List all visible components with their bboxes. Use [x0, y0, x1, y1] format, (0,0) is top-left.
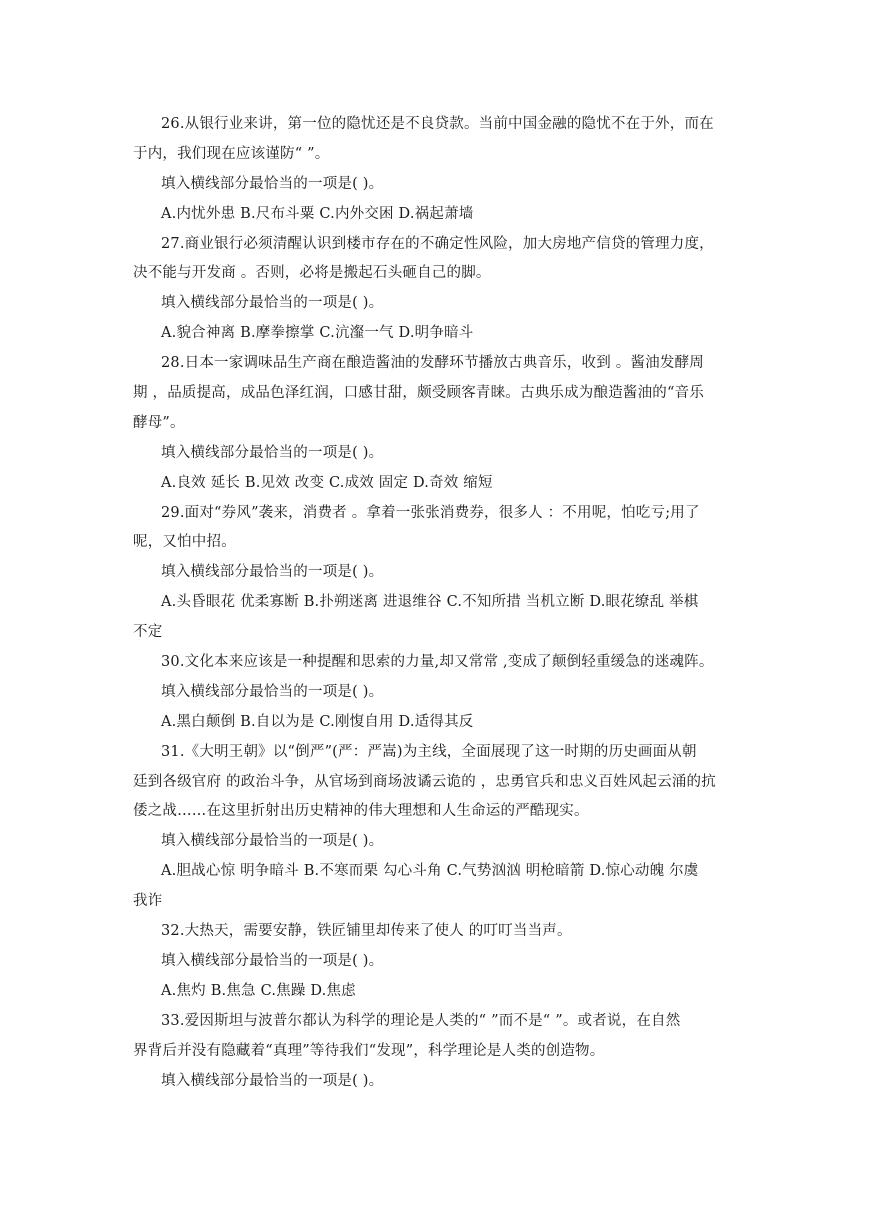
text-line: 呢，又怕中招。 — [133, 534, 236, 551]
text-line: 31.《大明王朝》以“倒严”(严：严嵩)为主线，全面展现了这一时期的历史画面从朝 — [161, 743, 697, 760]
question-text-block — [133, 110, 738, 1096]
text-line: 填入横线部分最恰当的一项是( )。 — [161, 683, 384, 700]
text-line: A.焦灼 B.焦急 C.焦躁 D.焦虑 — [161, 982, 356, 999]
text-line: 决不能与开发商 。否则，必将是搬起石头砸自己的脚。 — [133, 265, 491, 282]
text-line: 填入横线部分最恰当的一项是( )。 — [161, 295, 384, 312]
text-line: A.内忧外患 B.尺布斗粟 C.内外交困 D.祸起萧墙 — [161, 205, 474, 222]
text-line: 填入横线部分最恰当的一项是( )。 — [161, 175, 384, 192]
text-line: 酵母”。 — [133, 414, 185, 431]
text-line: 填入横线部分最恰当的一项是( )。 — [161, 564, 384, 581]
text-line: A.良效 延长 B.见效 改变 C.成效 固定 D.奇效 缩短 — [161, 474, 493, 491]
text-line: 填入横线部分最恰当的一项是( )。 — [161, 833, 384, 850]
text-line: 于内，我们现在应该谨防“ ”。 — [133, 145, 330, 162]
text-line: 倭之战……在这里折射出历史精神的伟大理想和人生命运的严酷现实。 — [133, 803, 589, 820]
text-line: 填入横线部分最恰当的一项是( )。 — [161, 952, 384, 969]
text-line: A.头昏眼花 优柔寡断 B.扑朔迷离 进退维谷 C.不知所措 当机立断 D.眼花缭乱 举棋 — [161, 594, 699, 611]
text-line: A.黑白颠倒 B.自以为是 C.刚愎自用 D.适得其反 — [161, 713, 474, 730]
text-line: 界背后并没有隐藏着“真理”等待我们“发现”，科学理论是人类的创造物。 — [133, 1042, 605, 1059]
text-line: 填入横线部分最恰当的一项是( )。 — [161, 444, 384, 461]
text-line: 30.文化本来应该是一种提醒和思索的力量,却又常常 ,变成了颠倒轻重缓急的迷魂阵。 — [161, 654, 714, 671]
text-line: 29.面对“券风”袭来，消费者 。拿着一张张消费券，很多人 ：不用呢，怕吃亏;用了 — [161, 504, 700, 521]
text-line: 33.爱因斯坦与波普尔都认为科学的理论是人类的“ ”而不是“ ”。或者说，在自然 — [161, 1012, 681, 1029]
text-line: A.胆战心惊 明争暗斗 B.不寒而栗 勾心斗角 C.气势汹汹 明枪暗箭 D.惊心动魄 尔虞 — [161, 863, 699, 880]
text-line: 廷到各级官府 的政治斗争，从官场到商场波谲云诡的 ，忠勇官兵和忠义百姓风起云涌的抗 — [133, 773, 716, 790]
text-line: 期 ，品质提高，成品色泽红润，口感甘甜，颇受顾客青睐。古典乐成为酿造酱油的“音乐 — [133, 385, 705, 402]
text-line: 26.从银行业来讲，第一位的隐忧还是不良贷款。当前中国金融的隐忧不在于外，而在 — [161, 116, 714, 132]
text-line: 我诈 — [133, 893, 163, 910]
text-line: 27.商业银行必须清醒认识到楼市存在的不确定性风险，加大房地产信贷的管理力度， — [161, 235, 714, 252]
text-line: 28.日本一家调味品生产商在酿造酱油的发酵环节播放古典音乐，收到 。酱油发酵周 — [161, 355, 704, 372]
text-line: 不定 — [133, 624, 163, 641]
text-line: 32.大热天，需要安静，铁匠铺里却传来了使人 的叮叮当当声。 — [161, 923, 572, 940]
text-line: 填入横线部分最恰当的一项是( )。 — [161, 1072, 384, 1089]
text-line: A.貌合神离 B.摩拳擦掌 C.沆瀣一气 D.明争暗斗 — [161, 325, 474, 342]
